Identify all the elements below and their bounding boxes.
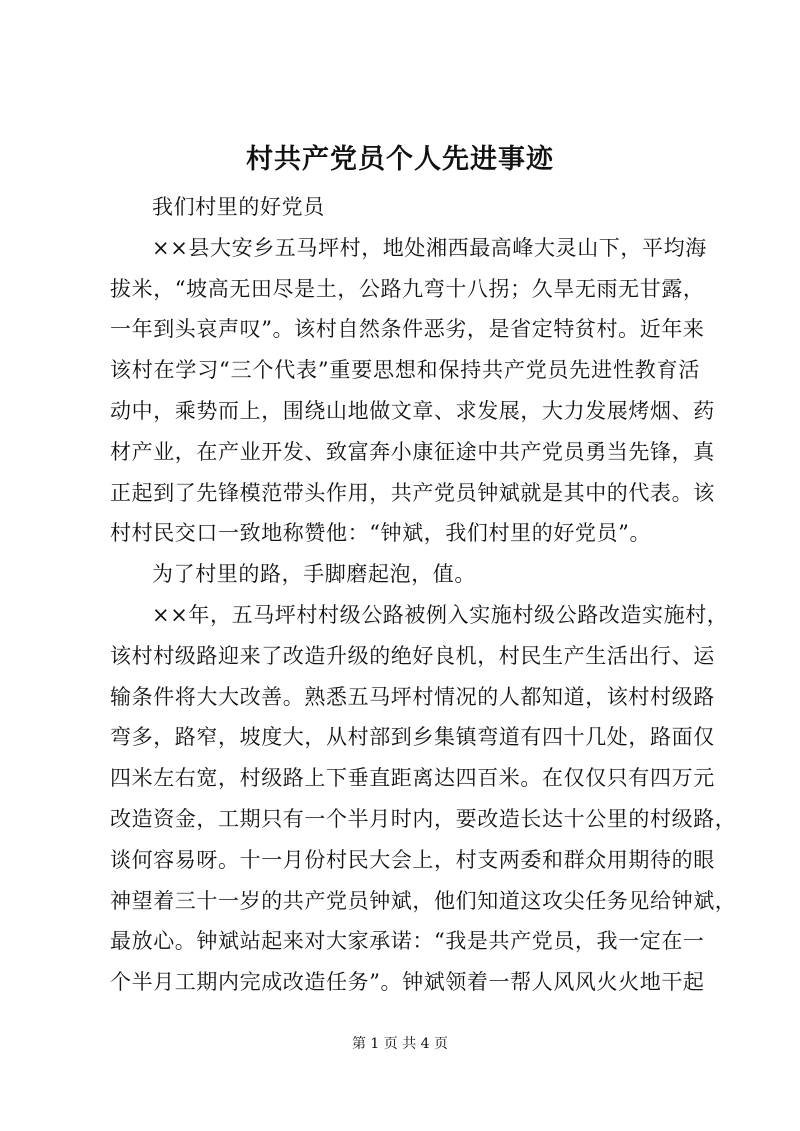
paragraph-line: ××县大安乡五马坪村，地处湘西最高峰大灵山下，平均海: [152, 235, 707, 260]
paragraph-line: 个半月工期内完成改造任务”。钟斌领着一帮人风风火火地干起: [110, 970, 705, 995]
paragraph-line: 弯多，路窄，坡度大，从村部到乡集镇弯道有四十几处，路面仅: [110, 725, 715, 750]
paragraph-line: 材产业，在产业开发、致富奔小康征途中共产党员勇当先锋，真: [110, 439, 715, 464]
paragraph-line: 谈何容易呀。十一月份村民大会上，村支两委和群众用期待的眼: [110, 847, 715, 872]
paragraph-line: 输条件将大大改善。熟悉五马坪村情况的人都知道，该村村级路: [110, 684, 715, 709]
paragraph-line: 拔米，“坡高无田尽是土，公路九弯十八拐；久旱无雨无甘露，: [110, 276, 705, 301]
paragraph-line: 改造资金，工期只有一个半月时内，要改造长达十公里的村级路，: [110, 806, 737, 831]
section-heading: 我们村里的好党员: [152, 195, 325, 219]
document-body: [110, 187, 737, 1003]
paragraph-line: 该村村级路迎来了改造升级的绝好良机，村民生产生活出行、运: [110, 643, 715, 668]
paragraph-line: 村村民交口一致地称赞他：“钟斌，我们村里的好党员”。: [110, 521, 652, 546]
paragraph-line: 四米左右宽，村级路上下垂直距离达四百米。在仅仅只有四万元: [110, 766, 715, 791]
paragraph-line: 一年到头哀声叹”。该村自然条件恶劣，是省定特贫村。近年来: [110, 317, 705, 342]
section-heading: 为了村里的路，手脚磨起泡，值。: [152, 562, 476, 587]
paragraph-line: 该村在学习“三个代表”重要思想和保持共产党员先进性教育活: [110, 358, 700, 383]
page-number-footer: 第 1 页 共 4 页: [351, 1036, 449, 1052]
paragraph-line: ××年，五马坪村村级公路被例入实施村级公路改造实施村，: [152, 602, 729, 627]
page-title: 村共产党员个人先进事迹: [246, 144, 554, 175]
paragraph-line: 神望着三十一岁的共产党员钟斌，他们知道这攻尖任务见给钟斌，: [110, 888, 737, 913]
paragraph-line: 最放心。钟斌站起来对大家承诺：“我是共产党员，我一定在一: [110, 929, 705, 954]
paragraph-line: 动中，乘势而上，围绕山地做文章、求发展，大力发展烤烟、药: [110, 398, 715, 423]
paragraph-line: 正起到了先锋模范带头作用，共产党员钟斌就是其中的代表。该: [110, 480, 715, 505]
